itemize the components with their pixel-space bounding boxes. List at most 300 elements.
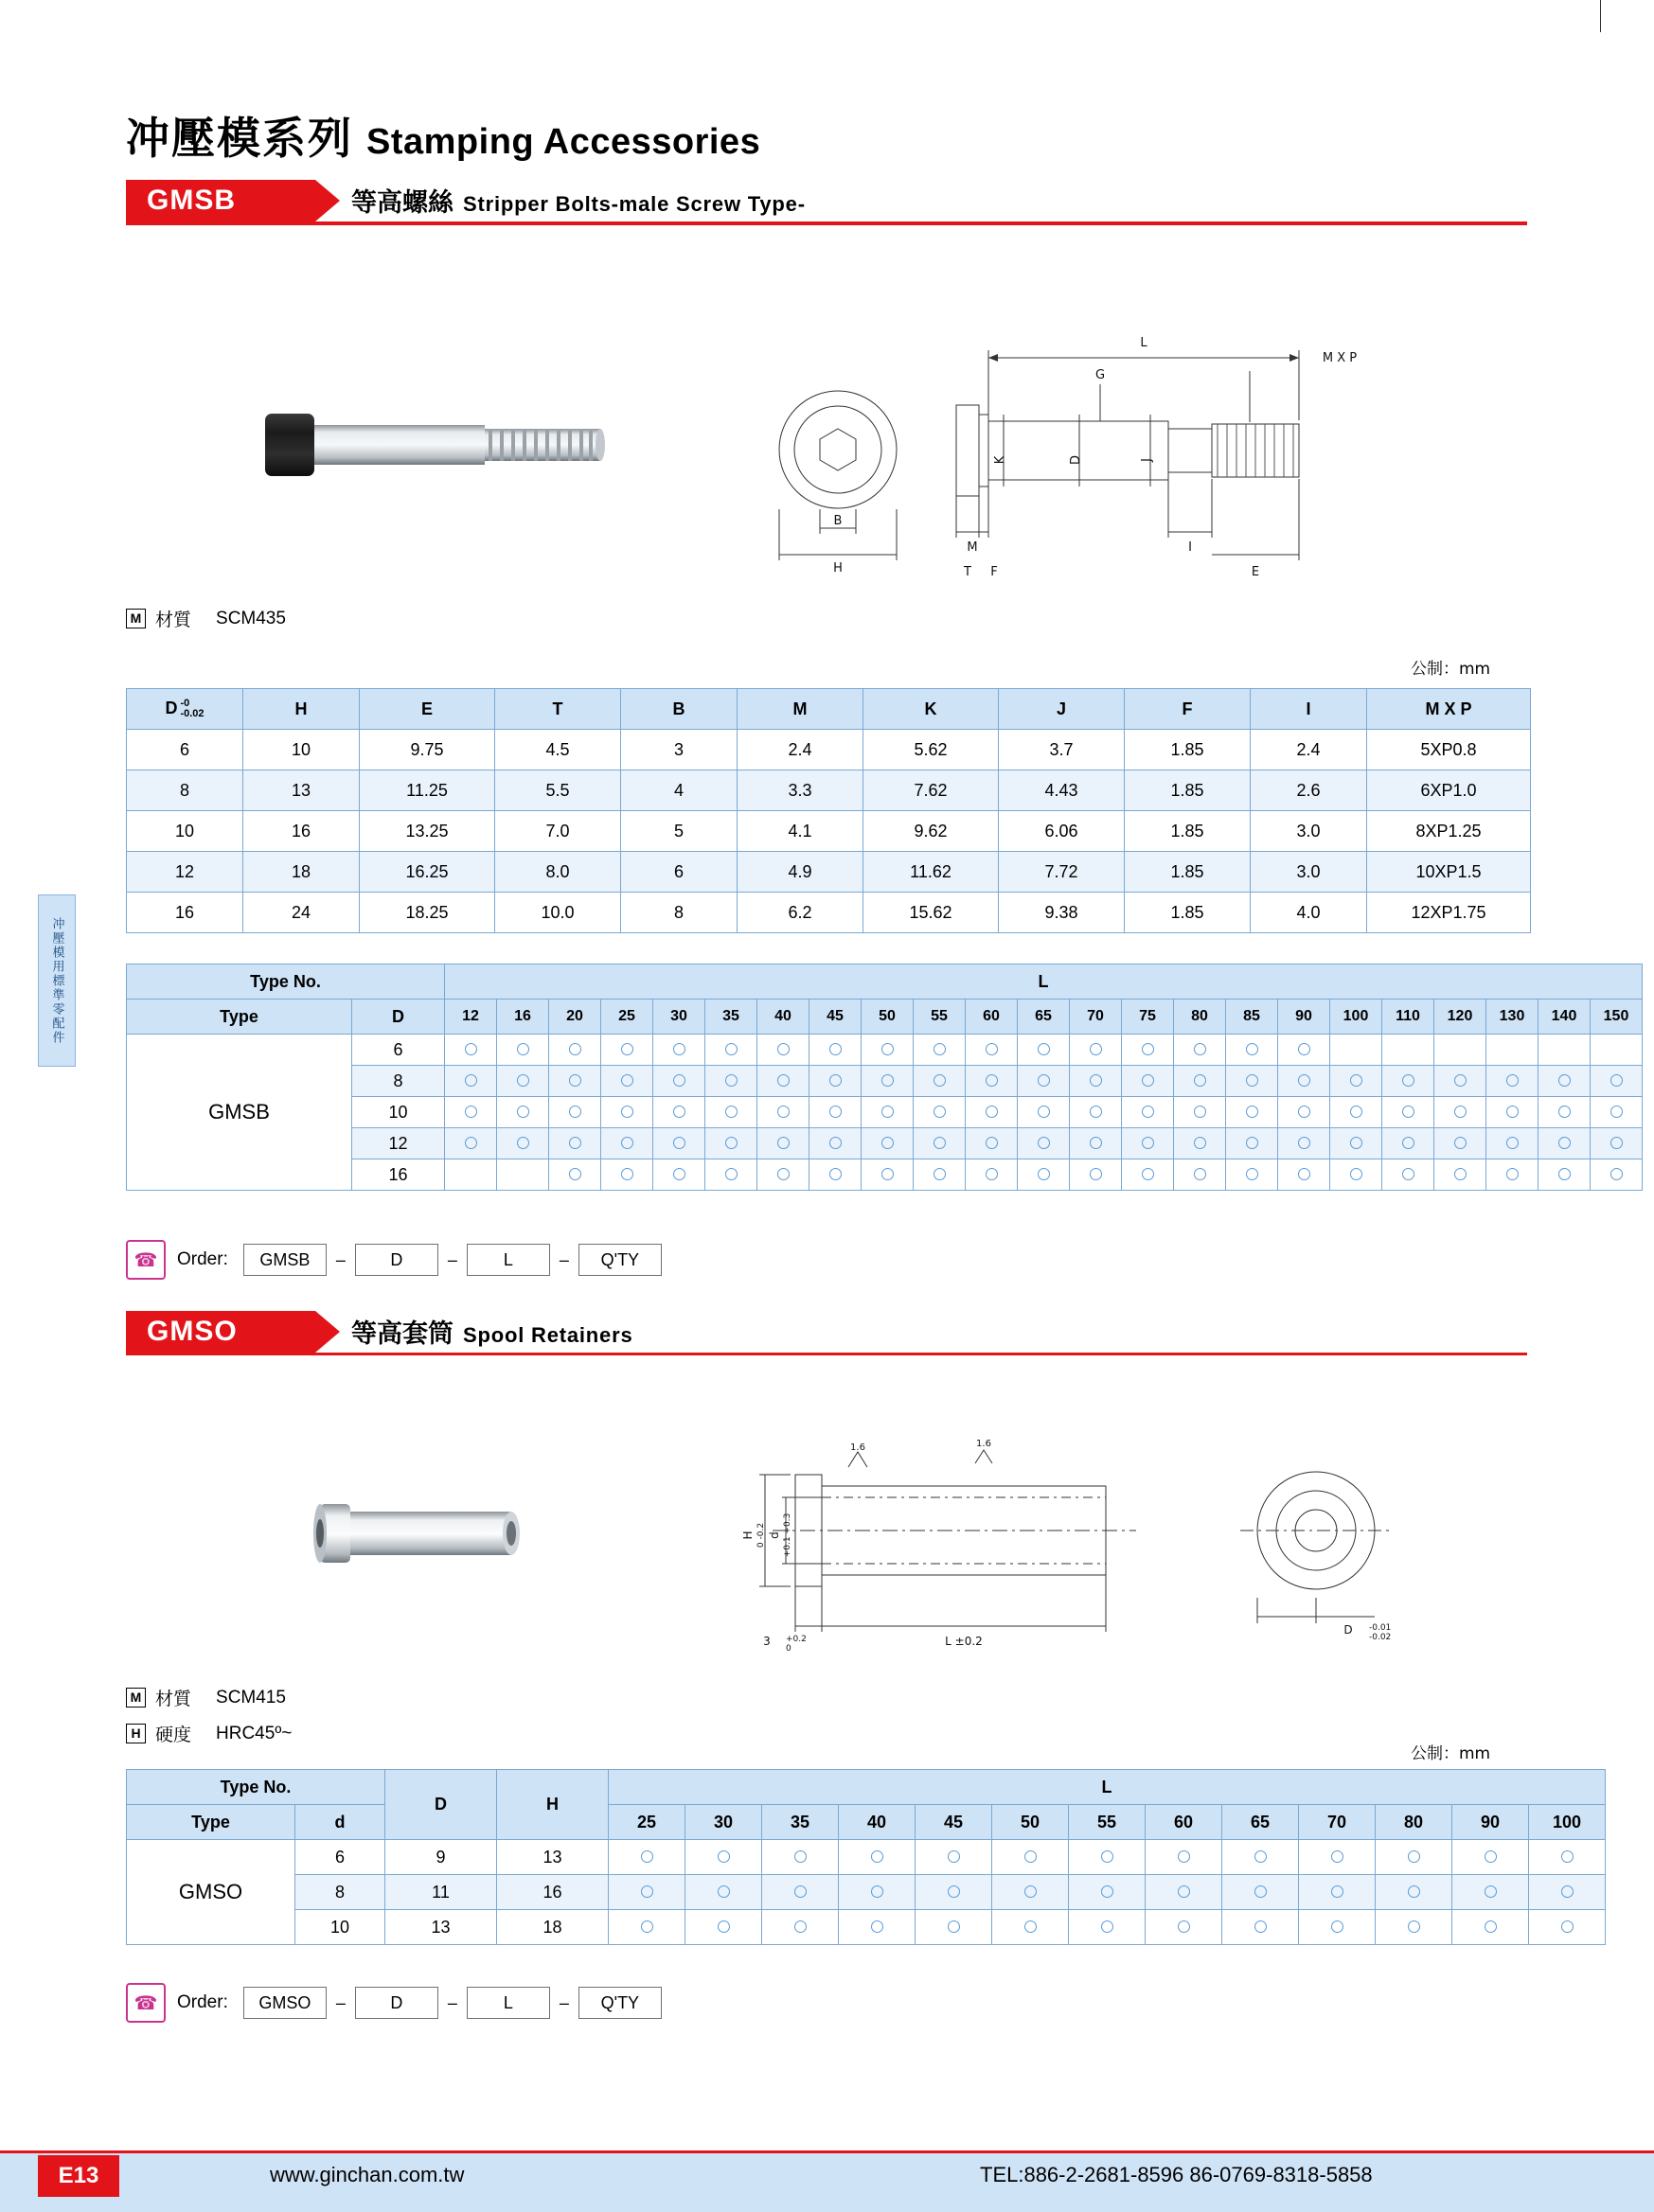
table-cell: 3.7: [999, 730, 1125, 770]
availability-dot: [1142, 1168, 1154, 1180]
availability-cell: [1382, 1066, 1434, 1097]
availability-dot: [1090, 1137, 1102, 1149]
availability-dot: [718, 1850, 730, 1863]
col-type: Type: [127, 1000, 352, 1035]
availability-cell: [1330, 1066, 1382, 1097]
availability-cell: [601, 1066, 653, 1097]
availability-cell: [916, 1840, 992, 1875]
availability-dot: [934, 1137, 946, 1149]
availability-dot: [641, 1920, 653, 1933]
col-length: 70: [1070, 1000, 1122, 1035]
col-J: J: [999, 689, 1125, 730]
table-cell: 10XP1.5: [1367, 852, 1531, 893]
table-cell: 8.0: [495, 852, 621, 893]
svg-text:I: I: [1188, 540, 1192, 555]
technical-drawing-gmsb: [720, 303, 1477, 592]
availability-dot: [1561, 1920, 1574, 1933]
availability-cell: [1591, 1097, 1643, 1128]
availability-dot: [934, 1168, 946, 1180]
availability-cell: [757, 1097, 809, 1128]
col-length: 50: [862, 1000, 914, 1035]
material-box-icon: M: [126, 609, 146, 628]
availability-cell: [1538, 1128, 1591, 1159]
col-d: D: [352, 1000, 445, 1035]
availability-cell: [685, 1910, 762, 1945]
availability-dot: [986, 1074, 998, 1087]
availability-dot: [1408, 1850, 1420, 1863]
row-d-value: 6: [295, 1840, 385, 1875]
availability-cell: [762, 1875, 839, 1910]
col-H: H: [497, 1770, 609, 1840]
order-sep: –: [559, 1249, 569, 1269]
availability-cell: [1122, 1097, 1174, 1128]
availability-cell: [862, 1066, 914, 1097]
table-cell: 4.5: [495, 730, 621, 770]
row-D-value: 11: [385, 1875, 497, 1910]
table-cell: 1.85: [1125, 770, 1251, 811]
footer-website[interactable]: www.ginchan.com.tw: [270, 2163, 465, 2186]
hardness-label: 硬度: [155, 1725, 192, 1745]
availability-cell: [914, 1066, 966, 1097]
availability-dot: [1142, 1106, 1154, 1118]
availability-cell: [1434, 1159, 1486, 1191]
availability-cell: [862, 1035, 914, 1066]
table-cell: 1.85: [1125, 730, 1251, 770]
svg-text:M X P: M X P: [1322, 351, 1358, 365]
availability-cell: [1226, 1159, 1278, 1191]
availability-cell: [1146, 1840, 1222, 1875]
type-name: GMSB: [127, 1035, 352, 1191]
availability-dot: [621, 1137, 633, 1149]
table-cell: 16.25: [360, 852, 495, 893]
order-field-type[interactable]: GMSO: [243, 1987, 327, 2019]
table-row: [127, 1035, 1643, 1066]
order-sep: –: [559, 1992, 569, 2012]
availability-cell: [1018, 1035, 1070, 1066]
row-H-value: 13: [497, 1840, 609, 1875]
order-field-qty[interactable]: Q'TY: [578, 1244, 662, 1276]
order-phone-icon: ☎: [126, 1240, 166, 1280]
table-row: [127, 730, 1531, 770]
availability-cell: [966, 1035, 1018, 1066]
availability-cell: [705, 1035, 757, 1066]
availability-dot: [621, 1168, 633, 1180]
table-cell: 18.25: [360, 893, 495, 933]
availability-cell: [1486, 1097, 1538, 1128]
col-length: 55: [914, 1000, 966, 1035]
availability-cell: [1538, 1035, 1591, 1066]
col-D: D: [385, 1770, 497, 1840]
table-row: [127, 1128, 1643, 1159]
availability-cell: [966, 1097, 1018, 1128]
page-footer: [0, 2125, 1654, 2212]
availability-cell: [497, 1035, 549, 1066]
col-H: H: [243, 689, 360, 730]
availability-dot: [673, 1074, 685, 1087]
availability-dot: [725, 1074, 738, 1087]
table-cell: 8: [621, 893, 738, 933]
table-cell: 6XP1.0: [1367, 770, 1531, 811]
availability-dot: [1350, 1137, 1362, 1149]
availability-cell: [1226, 1097, 1278, 1128]
corner-type-no: Type No.: [127, 964, 445, 1000]
col-d: d: [295, 1805, 385, 1840]
col-length: 40: [839, 1805, 916, 1840]
availability-cell: [1452, 1910, 1529, 1945]
table-row: [127, 1159, 1643, 1191]
availability-cell: [1452, 1875, 1529, 1910]
availability-cell: [1122, 1035, 1174, 1066]
material-label: 材質: [155, 1689, 192, 1709]
availability-dot: [569, 1168, 581, 1180]
availability-cell: [1382, 1159, 1434, 1191]
page-title: [126, 104, 760, 167]
col-length: 90: [1278, 1000, 1330, 1035]
availability-dot: [569, 1043, 581, 1055]
svg-text:J: J: [1140, 458, 1154, 462]
availability-dot: [934, 1074, 946, 1087]
col-length: 12: [445, 1000, 497, 1035]
availability-dot: [1038, 1137, 1050, 1149]
availability-dot: [621, 1043, 633, 1055]
availability-dot: [777, 1043, 790, 1055]
availability-dot: [777, 1168, 790, 1180]
availability-dot: [1561, 1850, 1574, 1863]
availability-dot: [1194, 1168, 1206, 1180]
row-H-value: 16: [497, 1875, 609, 1910]
availability-cell: [445, 1128, 497, 1159]
availability-dot: [465, 1137, 477, 1149]
table-header-row: [127, 1805, 1606, 1840]
col-length: 35: [762, 1805, 839, 1840]
availability-dot: [517, 1074, 529, 1087]
availability-dot: [517, 1137, 529, 1149]
footer-telephone: TEL:886-2-2681-8596 86-0769-8318-5858: [980, 2163, 1373, 2186]
svg-text:B: B: [833, 514, 843, 528]
availability-cell: [601, 1159, 653, 1191]
availability-cell: [1278, 1066, 1330, 1097]
availability-cell: [653, 1159, 705, 1191]
availability-dot: [673, 1043, 685, 1055]
table-row: [127, 1840, 1606, 1875]
material-label: 材質: [155, 610, 192, 630]
order-field-d[interactable]: D: [355, 1987, 438, 2019]
availability-dot: [1402, 1074, 1414, 1087]
availability-cell: [1122, 1128, 1174, 1159]
availability-dot: [881, 1137, 894, 1149]
availability-dot: [1038, 1106, 1050, 1118]
col-length: 50: [992, 1805, 1069, 1840]
col-length: 85: [1226, 1000, 1278, 1035]
availability-cell: [497, 1097, 549, 1128]
availability-dot: [1298, 1074, 1310, 1087]
availability-dot: [1610, 1168, 1623, 1180]
availability-cell: [1226, 1035, 1278, 1066]
col-length: 150: [1591, 1000, 1643, 1035]
row-d-value: 12: [352, 1128, 445, 1159]
page-number: E13: [38, 2155, 119, 2197]
availability-dot: [718, 1885, 730, 1898]
availability-dot: [1298, 1043, 1310, 1055]
availability-cell: [1376, 1875, 1452, 1910]
availability-dot: [881, 1168, 894, 1180]
availability-cell: [1486, 1128, 1538, 1159]
hardness-box-icon: H: [126, 1724, 146, 1743]
svg-text:1.6: 1.6: [850, 1442, 865, 1453]
availability-cell: [1330, 1159, 1382, 1191]
availability-dot: [641, 1885, 653, 1898]
availability-cell: [653, 1066, 705, 1097]
availability-dot: [517, 1043, 529, 1055]
table-cell: 16: [127, 893, 243, 933]
availability-cell: [445, 1066, 497, 1097]
table-row: [127, 1875, 1606, 1910]
availability-dot: [871, 1920, 883, 1933]
availability-cell: [1278, 1128, 1330, 1159]
order-field-type[interactable]: GMSB: [243, 1244, 327, 1276]
availability-cell: [1222, 1875, 1299, 1910]
order-phone-icon: ☎: [126, 1983, 166, 2023]
availability-cell: [1434, 1128, 1486, 1159]
col-K: K: [863, 689, 999, 730]
section-divider: [126, 1353, 1527, 1355]
col-length: 25: [601, 1000, 653, 1035]
availability-dot: [1142, 1043, 1154, 1055]
col-length: 75: [1122, 1000, 1174, 1035]
col-length: 65: [1222, 1805, 1299, 1840]
availability-dot: [1331, 1920, 1343, 1933]
table-cell: 4.9: [738, 852, 863, 893]
availability-dot: [1485, 1885, 1497, 1898]
availability-cell: [914, 1035, 966, 1066]
table-cell: 3.0: [1251, 852, 1367, 893]
availability-cell: [1591, 1066, 1643, 1097]
availability-dot: [569, 1074, 581, 1087]
table-cell: 7.0: [495, 811, 621, 852]
col-D: D -0 -0.02: [127, 689, 243, 730]
availability-dot: [517, 1106, 529, 1118]
availability-cell: [1486, 1159, 1538, 1191]
availability-cell: [705, 1066, 757, 1097]
availability-cell: [1278, 1035, 1330, 1066]
availability-cell: [1299, 1910, 1376, 1945]
table-cell: 7.72: [999, 852, 1125, 893]
availability-dot: [986, 1043, 998, 1055]
col-MXP: M X P: [1367, 689, 1531, 730]
availability-cell: [445, 1035, 497, 1066]
svg-text:d: d: [768, 1531, 781, 1539]
col-length: 100: [1529, 1805, 1606, 1840]
availability-cell: [1376, 1910, 1452, 1945]
table-cell: 10: [243, 730, 360, 770]
availability-cell: [839, 1910, 916, 1945]
availability-dot: [1101, 1850, 1113, 1863]
table-cell: 2.6: [1251, 770, 1367, 811]
availability-dot: [1142, 1074, 1154, 1087]
availability-cell: [1330, 1128, 1382, 1159]
availability-cell: [601, 1128, 653, 1159]
availability-dot: [986, 1168, 998, 1180]
order-sep: –: [447, 1249, 457, 1269]
svg-text:0 -0.2: 0 -0.2: [756, 1522, 766, 1548]
section-gmso-header: [126, 1311, 1527, 1353]
col-length: 55: [1069, 1805, 1146, 1840]
col-T: T: [495, 689, 621, 730]
availability-cell: [1330, 1097, 1382, 1128]
availability-cell: [1486, 1066, 1538, 1097]
availability-dot: [1246, 1074, 1258, 1087]
availability-cell: [549, 1128, 601, 1159]
availability-dot: [621, 1074, 633, 1087]
availability-cell: [549, 1097, 601, 1128]
availability-cell: [1226, 1128, 1278, 1159]
availability-dot: [1024, 1885, 1037, 1898]
availability-dot: [1298, 1168, 1310, 1180]
availability-dot: [1246, 1043, 1258, 1055]
col-length: 25: [609, 1805, 685, 1840]
svg-text:F: F: [990, 565, 998, 579]
table-cell: 5.62: [863, 730, 999, 770]
svg-text:D: D: [1069, 454, 1083, 466]
availability-cell: [1299, 1875, 1376, 1910]
availability-cell: [1382, 1128, 1434, 1159]
availability-cell: [916, 1875, 992, 1910]
col-length: 100: [1330, 1000, 1382, 1035]
availability-dot: [569, 1106, 581, 1118]
row-d-value: 8: [352, 1066, 445, 1097]
table-cell: 5.5: [495, 770, 621, 811]
availability-cell: [685, 1875, 762, 1910]
availability-dot: [1090, 1043, 1102, 1055]
availability-cell: [1486, 1035, 1538, 1066]
availability-cell: [762, 1840, 839, 1875]
hardness-line-gmso: [126, 1721, 292, 1746]
availability-cell: [1069, 1875, 1146, 1910]
material-value: SCM435: [216, 608, 286, 628]
row-d-value: 8: [295, 1875, 385, 1910]
order-field-qty[interactable]: Q'TY: [578, 1987, 662, 2019]
product-photo-gmsb: [256, 393, 653, 497]
order-field-d[interactable]: D: [355, 1244, 438, 1276]
availability-dot: [948, 1885, 960, 1898]
availability-dot: [934, 1043, 946, 1055]
availability-dot: [1610, 1106, 1623, 1118]
availability-cell: [497, 1128, 549, 1159]
availability-cell: [1452, 1840, 1529, 1875]
availability-cell: [966, 1066, 1018, 1097]
availability-dot: [1090, 1106, 1102, 1118]
availability-dot: [1408, 1885, 1420, 1898]
svg-text:E: E: [1251, 565, 1260, 579]
availability-cell: [497, 1066, 549, 1097]
availability-dot: [1350, 1168, 1362, 1180]
availability-cell: [1591, 1035, 1643, 1066]
col-length: 45: [916, 1805, 992, 1840]
availability-dot: [1454, 1137, 1467, 1149]
order-field-l[interactable]: L: [467, 1987, 550, 2019]
col-length: 30: [685, 1805, 762, 1840]
col-F: F: [1125, 689, 1251, 730]
table-cell: 1.85: [1125, 811, 1251, 852]
availability-dot: [1254, 1920, 1267, 1933]
availability-dot: [986, 1137, 998, 1149]
corner-type-no: Type No.: [127, 1770, 385, 1805]
availability-cell: [1069, 1910, 1146, 1945]
availability-dot: [1485, 1920, 1497, 1933]
col-type: Type: [127, 1805, 295, 1840]
availability-cell: [445, 1159, 497, 1191]
availability-dot: [1246, 1106, 1258, 1118]
availability-dot: [1506, 1137, 1519, 1149]
availability-cell: [1222, 1840, 1299, 1875]
svg-text:H: H: [741, 1531, 755, 1540]
table-cell: 16: [243, 811, 360, 852]
availability-cell: [609, 1840, 685, 1875]
order-field-l[interactable]: L: [467, 1244, 550, 1276]
availability-cell: [1538, 1066, 1591, 1097]
order-sep: –: [335, 1249, 346, 1269]
section-gmsb-header: [126, 180, 1527, 221]
availability-dot: [829, 1043, 842, 1055]
table-cell: 3: [621, 730, 738, 770]
availability-dot: [829, 1168, 842, 1180]
availability-cell: [601, 1035, 653, 1066]
availability-cell: [653, 1035, 705, 1066]
availability-dot: [829, 1074, 842, 1087]
col-length: 20: [549, 1000, 601, 1035]
availability-cell: [1529, 1840, 1606, 1875]
table-header-row: [127, 689, 1531, 730]
order-label: Order:: [177, 1992, 228, 2012]
material-line-gmso: [126, 1685, 286, 1710]
table-cell: 4.1: [738, 811, 863, 852]
section-name-cn-gmso: 等高套筒: [351, 1319, 454, 1349]
availability-cell: [757, 1159, 809, 1191]
availability-cell: [862, 1128, 914, 1159]
availability-cell: [757, 1128, 809, 1159]
availability-dot: [1558, 1168, 1571, 1180]
col-length: 90: [1452, 1805, 1529, 1840]
section-name-en-gmso: Spool Retainers: [463, 1323, 633, 1347]
material-value: SCM415: [216, 1687, 286, 1708]
col-length: 110: [1382, 1000, 1434, 1035]
availability-cell: [862, 1097, 914, 1128]
availability-dot: [829, 1137, 842, 1149]
availability-dot: [1454, 1168, 1467, 1180]
dimension-table-body: [127, 730, 1531, 933]
table-cell: 1.85: [1125, 852, 1251, 893]
availability-cell: [685, 1840, 762, 1875]
availability-dot: [725, 1106, 738, 1118]
availability-dot: [718, 1920, 730, 1933]
section-name-en-gmsb: Stripper Bolts-male Screw Type-: [463, 192, 806, 216]
availability-dot: [725, 1137, 738, 1149]
col-length: 60: [1146, 1805, 1222, 1840]
table-header-row: [127, 964, 1643, 1000]
availability-cell: [1174, 1066, 1226, 1097]
availability-cell: [809, 1159, 862, 1191]
section-name-cn-gmsb: 等高螺絲: [351, 188, 454, 218]
table-cell: 5XP0.8: [1367, 730, 1531, 770]
col-I: I: [1251, 689, 1367, 730]
table-cell: 9.62: [863, 811, 999, 852]
availability-cell: [1174, 1035, 1226, 1066]
table-cell: 4.0: [1251, 893, 1367, 933]
availability-cell: [1146, 1910, 1222, 1945]
availability-dot: [673, 1137, 685, 1149]
availability-cell: [1529, 1910, 1606, 1945]
table-cell: 15.62: [863, 893, 999, 933]
